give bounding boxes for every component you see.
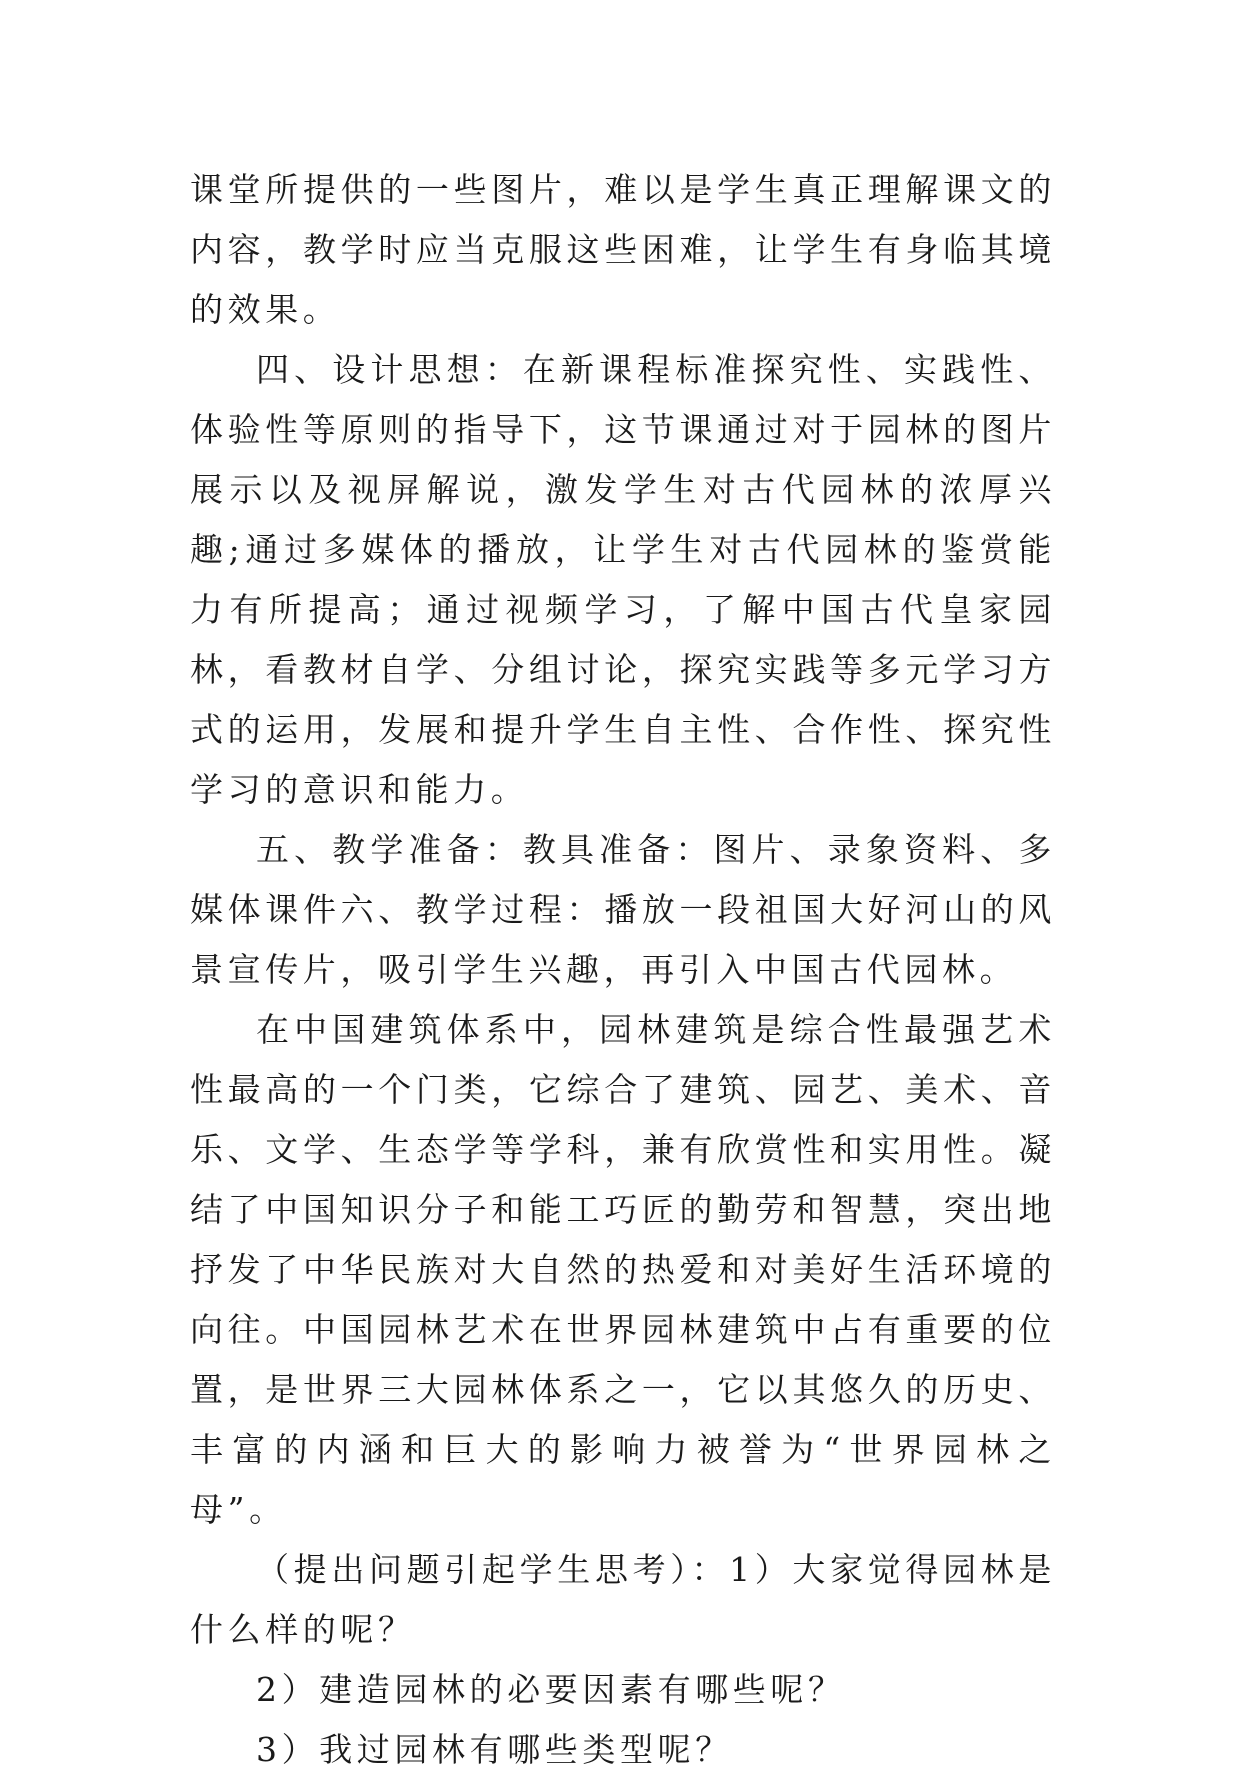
paragraph-design-idea: 四、设计思想：在新课程标准探究性、实践性、体验性等原则的指导下，这节课通过对于园林的图片展示以及视屏解说，激发学生对古代园林的浓厚兴趣;通过多媒体的播放，让学生对古代园林的鉴赏能力有所提高；通过视频学习，了解中国古代皇家园林，看教材自学、分组讨论，探究实践等多元学习方式的运用，发展和提升学生自主性、合作性、探究性学习的意识和能力。 (190, 350, 1056, 809)
paragraph-question-3: 3）我过园林有哪些类型呢？ (256, 1730, 733, 1769)
document-page (190, 160, 1056, 1780)
paragraph-question-2: 2）建造园林的必要因素有哪些呢？ (256, 1670, 846, 1709)
paragraph-question-1: （提出问题引起学生思考）：1）大家觉得园林是什么样的呢？ (190, 1550, 1056, 1649)
paragraph-garden-intro: 在中国建筑体系中，园林建筑是综合性最强艺术性最高的一个门类，它综合了建筑、园艺、美术、音乐、文学、生态学等学科，兼有欣赏性和实用性。凝结了中国知识分子和能工巧匠的勤劳和智慧，突出地抒发了中华民族对大自然的热爱和对美好生活环境的向往。中国园林艺术在世界园林建筑中占有重要的位置，是世界三大园林体系之一，它以其悠久的历史、丰富的内涵和巨大的影响力被誉为“世界园林之母”。 (190, 1010, 1056, 1529)
paragraph-continued: 课堂所提供的一些图片，难以是学生真正理解课文的内容，教学时应当克服这些困难，让学生有身临其境的效果。 (190, 170, 1056, 329)
paragraph-teaching-prep: 五、教学准备：教具准备：图片、录象资料、多媒体课件六、教学过程：播放一段祖国大好河山的风景宣传片，吸引学生兴趣，再引入中国古代园林。 (190, 830, 1056, 989)
